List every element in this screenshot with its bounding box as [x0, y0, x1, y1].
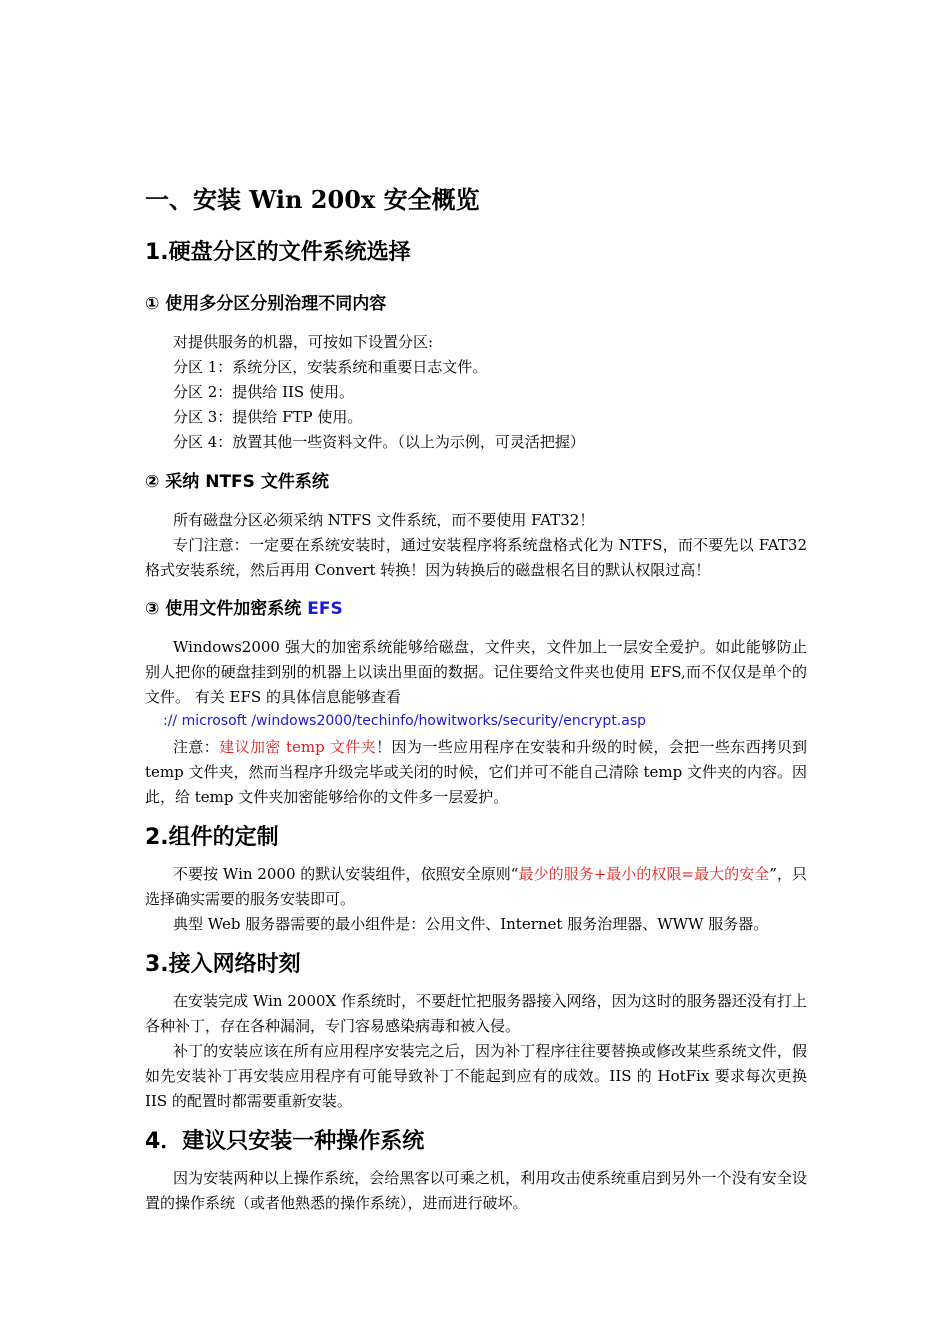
partition-list [145, 330, 807, 455]
note-label: 注意： [173, 738, 220, 756]
os-paragraph [145, 1166, 807, 1216]
principle-tail: ”，只选择确实需要的服务安装即可。 [145, 865, 808, 908]
paragraph [145, 862, 807, 912]
partition-line: 分区 2：提供给 IIS 使用。 [173, 383, 354, 401]
section-1-heading: 1.硬盘分区的文件系统选择 [145, 240, 411, 265]
paragraph: Windows2000 强大的加密系统能够给磁盘，文件夹，文件加上一层安全爱护。如此能够防止别人把你的硬盘挂到别的机器上以读出里面的数据。记住要给文件夹也使用 EFS,而不仅仅是单个的文件。 有关 EFS 的具体信息能够查看 [145, 638, 807, 706]
subsection-1-heading: ① 使用多分区分别治理不同内容 [145, 294, 387, 314]
efs-highlight: EFS [307, 599, 343, 619]
principle-highlight: 最少的服务+最小的权限=最大的安全 [518, 865, 770, 883]
ntfs-paragraphs [145, 508, 807, 583]
page-title: 一、安装 Win 200x 安全概览 [145, 185, 480, 214]
network-paragraphs [145, 989, 807, 1114]
subsection-3-heading-text: ③ 使用文件加密系统 [145, 599, 308, 619]
partition-line: 对提供服务的机器，可按如下设置分区: [173, 333, 434, 351]
subsection-2-heading: ② 采纳 NTFS 文件系统 [145, 472, 329, 492]
subsection-3-heading [145, 597, 343, 621]
paragraph: 所有磁盘分区必须采纳 NTFS 文件系统，而不要使用 FAT32！ [173, 511, 595, 529]
principle-text: 不要按 Win 2000 的默认安装组件，依照安全原则“ [173, 865, 519, 883]
partition-line: 分区 1：系统分区，安装系统和重要日志文件。 [173, 358, 488, 376]
paragraph: 专门注意：一定要在系统安装时，通过安装程序将系统盘格式化为 NTFS，而不要先以 FAT32 格式安装系统，然后再用 Convert 转换！因为转换后的磁盘根名目的默认权限过高！ [145, 536, 807, 579]
paragraph: 补丁的安装应该在所有应用程序安装完之后，因为补丁程序往往要替换或修改某些系统文件，假如先安装补丁再安装应用程序有可能导致补丁不能起到应有的成效。IIS 的 HotFix 要求每次更换 IIS 的配置时都需要重新安装。 [145, 1042, 807, 1110]
paragraph: 在安装完成 Win 2000X 作系统时，不要赶忙把服务器接入网络，因为这时的服务器还没有打上各种补丁，存在各种漏洞，专门容易感染病毒和被入侵。 [145, 992, 807, 1035]
note-text: ！因为一些应用程序在安装和升级的时候，会把一些东西拷贝到 temp 文件夹，然而当程序升级完毕或关闭的时候，它们并可不能自己清除 temp 文件夹的内容。因此，给 temp 文件夹加密能够给你的文件多一层爱护。 [145, 738, 807, 806]
paragraph: 典型 Web 服务器需要的最小组件是：公用文件、Internet 服务治理器、WWW 服务器。 [173, 915, 769, 933]
partition-line: 分区 4：放置其他一些资料文件。（以上为示例，可灵活把握） [173, 433, 585, 451]
components-paragraphs [145, 862, 807, 937]
note-highlight: 建议加密 temp 文件夹 [219, 738, 377, 756]
paragraph: 因为安装两种以上操作系统，会给黑客以可乘之机，利用攻击使系统重启到另外一个没有安全设置的操作系统（或者他熟悉的操作系统），进而进行破坏。 [145, 1169, 807, 1212]
efs-paragraph [145, 635, 807, 710]
paragraph [145, 735, 807, 810]
section-2-heading: 2.组件的定制 [145, 825, 279, 850]
temp-note [145, 735, 807, 810]
partition-line: 分区 3：提供给 FTP 使用。 [173, 408, 363, 426]
efs-link[interactable]: :// microsoft /windows2000/techinfo/howitworks/security/encrypt.asp [163, 713, 647, 729]
section-3-heading: 3.接入网络时刻 [145, 952, 301, 977]
section-4-heading: 4．建议只安装一种操作系统 [145, 1129, 425, 1154]
